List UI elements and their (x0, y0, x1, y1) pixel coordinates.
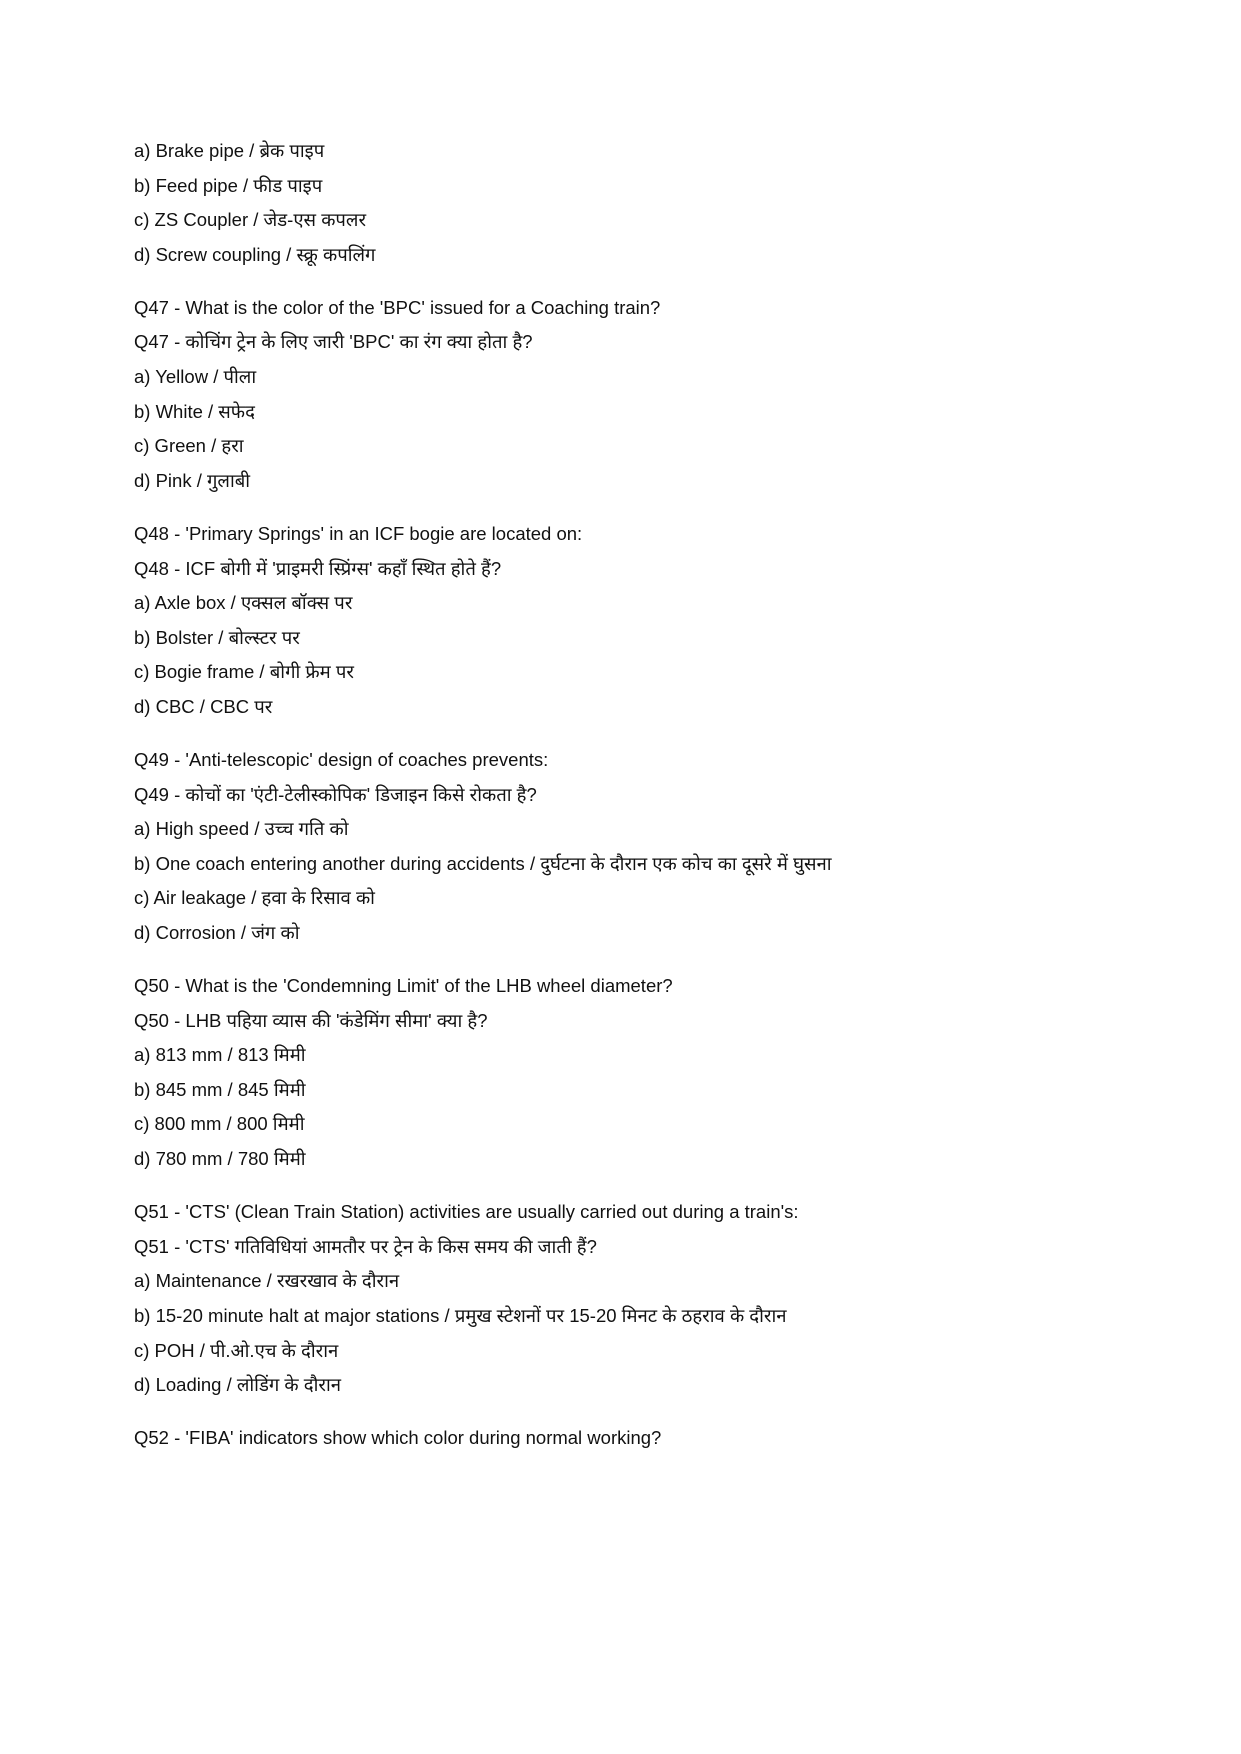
question-block (134, 1421, 1134, 1456)
question-text: Q47 - What is the color of the 'BPC' issued for a Coaching train? (134, 296, 661, 318)
options-block (134, 134, 1134, 272)
option-text: a) Axle box / एक्सल बॉक्स पर (134, 592, 353, 614)
question-text: Q49 - कोचों का 'एंटी-टेलीस्कोपिक' डिजाइन किसे रोकता है? (134, 783, 537, 805)
option-text: d) Pink / गुलाबी (134, 469, 251, 491)
question-block (134, 517, 1134, 725)
question-block (134, 1195, 1134, 1403)
question-text: Q48 - ICF बोगी में 'प्राइमरी स्प्रिंग्स' कहाँ स्थित होते हैं? (134, 557, 502, 579)
question-text: Q50 - What is the 'Condemning Limit' of the LHB wheel diameter? (134, 975, 673, 997)
question-text: Q47 - कोचिंग ट्रेन के लिए जारी 'BPC' का रंग क्या होता है? (134, 331, 533, 353)
option-text: c) Bogie frame / बोगी फ्रेम पर (134, 661, 354, 683)
option-text: b) White / सफेद (134, 400, 255, 422)
question-text: Q51 - 'CTS' गतिविधियां आमतौर पर ट्रेन के किस समय की जाती हैं? (134, 1235, 597, 1257)
question-block (134, 291, 1134, 499)
option-text: d) CBC / CBC पर (134, 695, 273, 717)
option-text: a) Brake pipe / ब्रेक पाइप (134, 140, 325, 161)
question-text: Q48 - 'Primary Springs' in an ICF bogie are located on: (134, 522, 583, 544)
option-text: c) 800 mm / 800 मिमी (134, 1113, 305, 1135)
option-text: d) Corrosion / जंग को (134, 921, 300, 943)
document-page (134, 134, 1134, 1474)
option-text: c) Air leakage / हवा के रिसाव को (134, 887, 375, 909)
option-text: a) Yellow / पीला (134, 366, 257, 388)
option-text: d) Screw coupling / स्क्रू कपलिंग (134, 243, 376, 265)
option-text: c) Green / हरा (134, 435, 244, 457)
option-text: b) One coach entering another during accidents / दुर्घटना के दौरान एक कोच का दूसरे में घुसना (134, 852, 832, 874)
option-text: c) ZS Coupler / जेड-एस कपलर (134, 209, 367, 231)
option-text: b) 845 mm / 845 मिमी (134, 1078, 306, 1100)
option-text: d) Loading / लोडिंग के दौरान (134, 1374, 342, 1396)
option-text: a) High speed / उच्च गति को (134, 818, 349, 840)
option-text: c) POH / पी.ओ.एच के दौरान (134, 1339, 339, 1361)
question-block (134, 743, 1134, 951)
option-text: b) Feed pipe / फीड पाइप (134, 174, 323, 196)
question-text: Q49 - 'Anti-telescopic' design of coaches prevents: (134, 749, 549, 770)
question-text: Q51 - 'CTS' (Clean Train Station) activities are usually carried out during a train's: (134, 1201, 799, 1223)
option-text: d) 780 mm / 780 मिमी (134, 1148, 306, 1170)
question-text: Q50 - LHB पहिया व्यास की 'कंडेमिंग सीमा' क्या है? (134, 1009, 488, 1031)
option-text: b) Bolster / बोल्स्टर पर (134, 626, 300, 648)
question-text: Q52 - 'FIBA' indicators show which color during normal working? (134, 1427, 662, 1449)
option-text: b) 15-20 minute halt at major stations / प्रमुख स्टेशनों पर 15-20 मिनट के ठहराव के दौरान (134, 1304, 787, 1326)
question-block (134, 969, 1134, 1177)
option-text: a) Maintenance / रखरखाव के दौरान (134, 1270, 400, 1292)
option-text: a) 813 mm / 813 मिमी (134, 1044, 306, 1066)
